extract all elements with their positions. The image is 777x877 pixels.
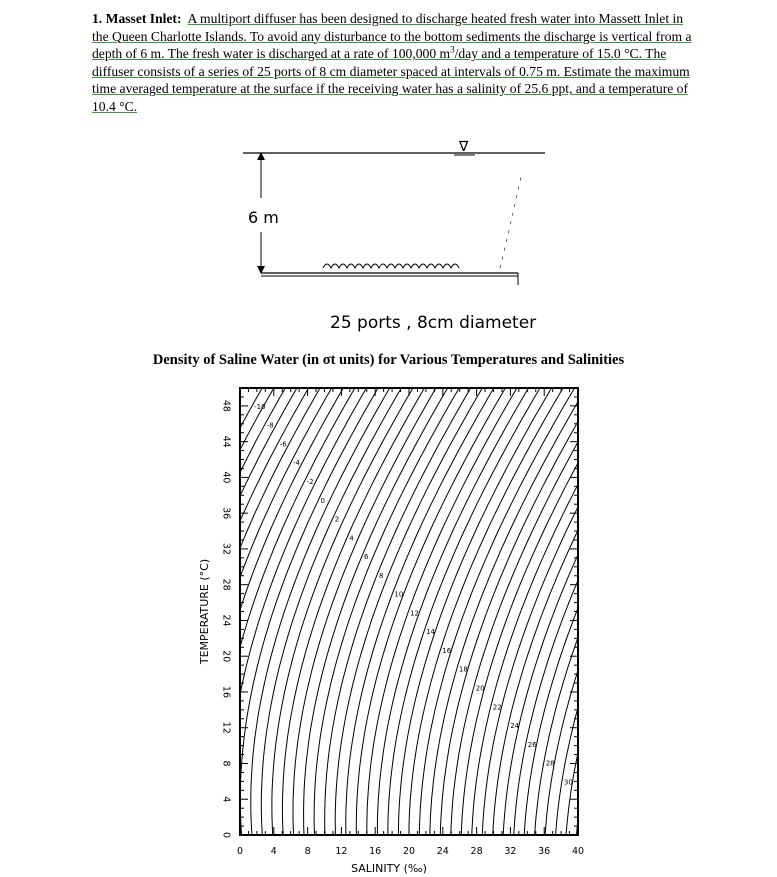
- x-axis-label: SALINITY (‰): [351, 862, 427, 875]
- contour-label--4: -4: [293, 459, 300, 468]
- sigma-t-contour-2: [261, 388, 404, 835]
- contour-label-12: 12: [410, 609, 420, 618]
- sigma-t-contour--4: [198, 388, 332, 835]
- y-tick-label-44: 44: [220, 435, 232, 448]
- x-tick-label-0: 0: [236, 846, 244, 857]
- x-tick-label-20: 20: [402, 846, 416, 857]
- y-tick-label-40: 40: [220, 471, 232, 484]
- sigma-t-contour-27: [524, 388, 590, 835]
- problem-sup: 3: [450, 44, 455, 55]
- x-tick-label-8: 8: [304, 846, 311, 857]
- y-tick-label-0: 0: [220, 831, 232, 839]
- sigma-t-contour-19: [440, 388, 590, 835]
- contour-label--6: -6: [279, 440, 287, 449]
- contour-label-26: 26: [527, 740, 537, 749]
- x-tick-label-24: 24: [436, 846, 449, 857]
- contour-label-22: 22: [492, 703, 502, 712]
- depth-label: 6 m: [248, 208, 279, 227]
- contour-label--2: -2: [306, 478, 314, 486]
- y-tick-label-28: 28: [220, 578, 232, 591]
- density-chart: [190, 375, 590, 877]
- contour-label-0: 0: [320, 496, 325, 505]
- x-tick-label-28: 28: [470, 846, 483, 857]
- problem-text-a: A multiport diffuser has been designed to discharge heated fresh water into Massett Inlet in the Queen Charlotte Islands. To avoid any disturbance to the bottom sediments the discharge is vertical from a depth of 6 m. The fresh water is discharged at a rate of 100,000 m: [92, 11, 692, 62]
- sigma-t-contour-33: [587, 388, 590, 835]
- contour-label-6: 6: [364, 553, 369, 562]
- x-tick-label-40: 40: [571, 846, 585, 857]
- problem-title: Masset Inlet:: [105, 11, 182, 26]
- y-tick-label-16: 16: [220, 685, 232, 699]
- contour-label-8: 8: [379, 571, 384, 580]
- contour-label-20: 20: [475, 684, 485, 693]
- x-tick-label-4: 4: [270, 846, 277, 857]
- contour-label--8: -8: [266, 421, 274, 430]
- x-tick-label-12: 12: [335, 846, 348, 857]
- plot-frame: [240, 388, 578, 835]
- contour-label-24: 24: [510, 722, 520, 730]
- y-tick-label-4: 4: [220, 796, 232, 803]
- plume-edge: [500, 172, 522, 268]
- diffuser-plume: [323, 264, 459, 268]
- problem-number: 1.: [92, 11, 103, 26]
- y-tick-label-20: 20: [220, 650, 232, 663]
- diffuser-sketch: [235, 140, 565, 340]
- sigma-t-contour-16: [409, 388, 563, 835]
- sigma-t-contour--3: [209, 388, 344, 835]
- contour-label-30: 30: [563, 778, 573, 787]
- contour-group: [190, 388, 590, 835]
- y-tick-label-12: 12: [220, 721, 232, 734]
- contour-label-16: 16: [442, 646, 452, 655]
- problem-statement: [92, 10, 692, 116]
- y-tick-label-32: 32: [220, 542, 232, 555]
- x-tick-label-16: 16: [369, 846, 382, 857]
- problem-text-b: /day and a temperature of 15.0 °C. The diffuser consists of a series of 25 ports of 8 cm diameter spaced at intervals of 0.75 m. Estimate the maximum time averaged temperature at the surface if the receiving water has a salinity of 25.6 ppt, and a temperature of 10.4 °C.: [92, 46, 690, 114]
- chart-title: Density of Saline Water (in σt units) for Various Temperatures and Salinities: [152, 352, 625, 368]
- x-tick-label-36: 36: [538, 846, 551, 857]
- contour-label-14: 14: [426, 628, 436, 637]
- x-tick-label-32: 32: [504, 846, 517, 857]
- ports-label: 25 ports , 8cm diameter: [330, 313, 537, 333]
- sigma-t-contour-22: [472, 388, 590, 835]
- sigma-t-contour-0: [240, 388, 378, 835]
- sigma-t-contour-30: [556, 388, 590, 835]
- contour-label-28: 28: [545, 759, 555, 768]
- contour-label-2: 2: [334, 515, 340, 524]
- contour-label-4: 4: [349, 534, 354, 543]
- y-tick-label-24: 24: [220, 614, 232, 627]
- water-surface-symbol: ∇: [459, 140, 469, 155]
- y-tick-label-48: 48: [220, 399, 232, 412]
- problem-body: [92, 11, 692, 114]
- contour-label-10: 10: [394, 590, 404, 599]
- y-axis-label: TEMPERATURE (°C): [198, 558, 211, 665]
- y-tick-label-8: 8: [220, 760, 232, 767]
- contour-label--10: -10: [254, 402, 266, 411]
- contour-label-18: 18: [458, 665, 468, 674]
- sigma-t-contour-29: [545, 388, 590, 835]
- y-tick-label-36: 36: [220, 507, 232, 520]
